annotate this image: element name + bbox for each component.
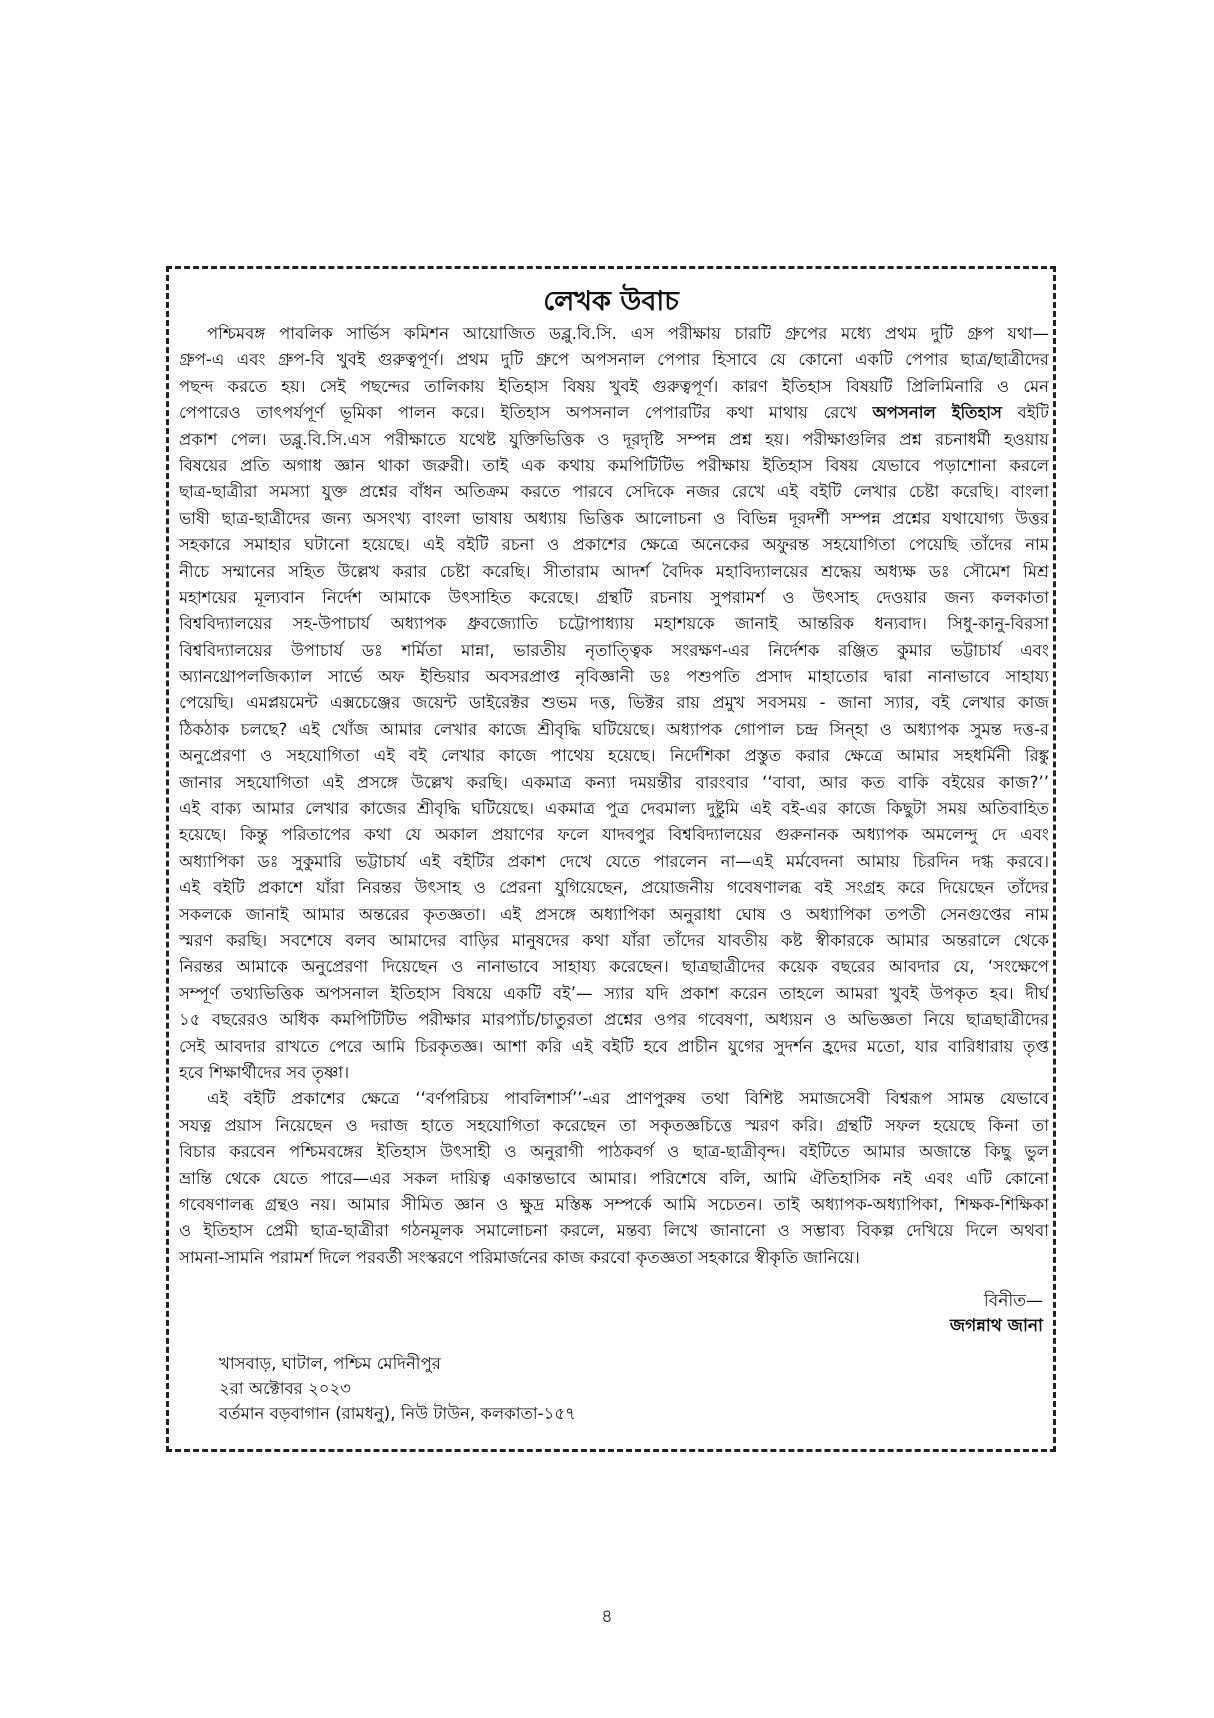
text-line: পছন্দ করতে হয়। সেই পছন্দের তালিকায় ইতিহাস বিষয় খুবই গুরুত্বপূর্ণ। কারণ ইতিহাস বিষয়টি প্রিলিমিনারি ও মেন: [179, 376, 1049, 396]
text-line: সামনা-সামনি পরামর্শ দিলে পরবর্তী সংস্করণে পরিমার্জনের কাজ করবো কৃতজ্ঞতা সহকারে স্বীকৃতি জানিয়ে।: [179, 1247, 860, 1267]
text-line: সেই আবদার রাখতে পেরে আমি চিরকৃতজ্ঞ। আশা করি এই বইটি হবে প্রাচীন যুগের সুদর্শন হ্রদের মতো, যার বারিধারায় তৃপ্ত: [179, 1036, 1049, 1056]
text-line: ভ্রান্তি থেকে যেতে পারে—এর সকল দায়িত্ব একান্তভাবে আমার। পরিশেষে বলি, আমি ঐতিহাসিক নই এবং এটি কোনো: [179, 1168, 1049, 1188]
text-line: ১৫ বছরেরও অধিক কমপিটিটিভ পরীক্ষার মারপ্যাঁচ/চাতুরতা প্রশ্নের ওপর গবেষণা, অধ্যয়ন ও অভিজ্ঞতা নিয়ে ছাত্রছাত্রীদের: [179, 1010, 1049, 1030]
text-line: পেয়েছি। এমপ্লয়মেন্ট এক্সচেঞ্জের জয়েন্ট ডাইরেক্টর শুভম দত্ত, ভিক্টর রায় প্রমুখ সবসময় - জানা স্যার, বই লেখার কাজ: [179, 693, 1049, 713]
paragraph: [179, 321, 1049, 1086]
text-segment: বইটি: [1001, 403, 1049, 423]
page-number: ৪: [601, 1606, 613, 1627]
text-line: ও ইতিহাস প্রেমী ছাত্র-ছাত্রীরা গঠনমূলক সমালোচনা করলে, মন্তব্য লিখে জানানো ও সম্ভাব্য বিকল্প দেখিয়ে দিলে অথবা: [179, 1221, 1049, 1241]
text-line: নিরন্তর আমাকে অনুপ্রেরণা দিয়েছেন ও নানাভাবে সাহায্য করেছেন। ছাত্রছাত্রীদের কয়েক বছরের আবদার যে, ‘সংক্ষেপে: [179, 957, 1049, 977]
text-line: স্মরণ করছি। সবশেষে বলব আমাদের বাড়ির মানুষদের কথা যাঁরা তাঁদের যাবতীয় কষ্ট স্বীকারকে আমার অন্তরালে থেকে: [179, 930, 1049, 950]
text-line: সযত্ন প্রয়াস নিয়েছেন ও দরাজ হাতে সহযোগিতা করেছেন তা সকৃতজ্ঞচিত্তে স্মরণ করি। গ্রন্থটি সফল হয়েছে কিনা তা: [179, 1115, 1049, 1135]
text-line: বিশ্ববিদ্যালয়ের সহ-উপাচার্য অধ্যাপক ধ্রুবজ্যোতি চট্টোপাধ্যায় মহাশয়কে জানাই আন্তরিক ধন্যবাদ। সিধু-কানু-বিরসা: [179, 614, 1049, 634]
preface-body: [179, 321, 1049, 1271]
text-line: সকলকে জানাই আমার অন্তরের কৃতজ্ঞতা। এই প্রসঙ্গে অধ্যাপিকা অনুরাধা ঘোষ ও অধ্যাপিকা তপতী সেনগুপ্তের নাম: [179, 904, 1049, 924]
text-line: হবে শিক্ষার্থীদের সব তৃষ্ণা।: [179, 1062, 350, 1082]
text-line: জানার সহযোগিতা এই প্রসঙ্গে উল্লেখ করছি। একমাত্র কন্যা দময়ন্তীর বারংবার ‘‘বাবা, আর কত বাকি বইয়ের কাজ?’’: [179, 772, 1049, 792]
address-block: [219, 1351, 576, 1426]
text-line: পশ্চিমবঙ্গ পাবলিক সার্ভিস কমিশন আয়োজিত ডব্লু.বি.সি. এস পরীক্ষায় চারটি গ্রুপের মধ্যে প্রথম দুটি গ্রুপ যথা—: [207, 324, 1049, 343]
text-line: বিষয়ের প্রতি অগাধ জ্ঞান থাকা জরুরী। তাই এক কথায় কমপিটিটিভ পরীক্ষায় ইতিহাস বিষয় যেভাবে পড়াশোনা করলে: [179, 455, 1049, 475]
text-segment: পেপারেও তাৎপর্যপূর্ণ ভূমিকা পালন করে। ইতিহাস অপসনাল পেপারটির কথা মাথায় রেখে: [179, 403, 873, 423]
text-line: গ্রুপ-এ এবং গ্রুপ-বি খুবই গুরুত্বপূর্ণ। প্রথম দুটি গ্রুপে অপসনাল পেপার হিসাবে যে কোনো একটি পেপার ছাত্র/ছাত্রীদের: [179, 350, 1049, 370]
author-name: জগন্নাথ জানা: [949, 1316, 1043, 1336]
address-line: বর্তমান বড়বাগান (রামধনু), নিউ টাউন, কলকাতা-১৫৭: [219, 1404, 576, 1423]
text-line: এই বইটি প্রকাশে যাঁরা নিরন্তর উৎসাহ ও প্রেরনা যুগিয়েছেন, প্রয়োজনীয় গবেষণালব্ধ বই সংগ্রহ করে দিয়েছেন তাঁদের: [179, 878, 1049, 898]
text-line: সম্পূর্ণ তথ্যভিত্তিক অপসনাল ইতিহাস বিষয়ে একটি বই’— স্যার যদি প্রকাশ করেন তাহলে আমরা খুবই উপকৃত হব। দীর্ঘ: [179, 983, 1049, 1003]
text-line: ভাষী ছাত্র-ছাত্রীদের জন্য অসংখ্য বাংলা ভাষায় অধ্যায় ভিত্তিক আলোচনা ও বিভিন্ন দূরদর্শী সম্পন্ন প্রশ্নের যথাযোগ্য উত্তর: [179, 508, 1049, 528]
preface-frame: [166, 266, 1056, 1452]
bold-book-title: অপসনাল ইতিহাস: [872, 403, 1002, 423]
page-title: লেখক উবাচ: [543, 286, 679, 317]
signature: [950, 1289, 1043, 1339]
date-line: ২রা অক্টোবর ২০২৩: [219, 1379, 351, 1398]
text-line: অ্যানথ্রোপলজিক্যাল সার্ভে অফ ইন্ডিয়ার অবসরপ্রাপ্ত নৃবিজ্ঞানী ডঃ পশুপতি প্রসাদ মাহাতোর দ্বারা নানাভাবে সাহায্য: [179, 667, 1049, 687]
text-line: অধ্যাপিকা ডঃ সুকুমারি ভট্টাচার্য এই বইটির প্রকাশ দেখে যেতে পারলেন না—এই মর্মবেদনা আমায় চিরদিন দগ্ধ করবে।: [179, 851, 1049, 871]
text-line: ছাত্র-ছাত্রীরা সমস্যা যুক্ত প্রশ্নের বাঁধন অতিক্রম করতে পারবে সেদিকে নজর রেখে এই বইটি লেখার চেষ্টা করেছি। বাংলা: [179, 482, 1049, 502]
text-line: মহাশয়ের মূল্যবান নির্দেশ আমাকে উৎসাহিত করেছে। গ্রন্থটি রচনায় সুপরামর্শ ও উৎসাহ দেওয়ার জন্য কলকাতা: [179, 587, 1049, 607]
text-line: এই বইটি প্রকাশের ক্ষেত্রে ‘‘বর্ণপরিচয় পাবলিশার্স’’-এর প্রাণপুরুষ তথা বিশিষ্ট সমাজসেবী বিশ্বরূপ সামন্ত যেভাবে: [207, 1089, 1049, 1109]
text-line: বিচার করবেন পশ্চিমবঙ্গের ইতিহাস উৎসাহী ও অনুরাগী পাঠকবর্গ ও ছাত্র-ছাত্রীবৃন্দ। বইটিতে আমার অজান্তে কিছু ভুল: [179, 1142, 1049, 1162]
text-line: অনুপ্রেরণা ও সহযোগিতা এই বই লেখার কাজে পাথেয় হয়েছে। নির্দেশিকা প্রস্তুত করার ক্ষেত্রে আমার সহধর্মিনী রিঙ্কু: [179, 746, 1049, 766]
text-line: এই বাক্য আমার লেখার কাজের শ্রীবৃদ্ধি ঘটিয়েছে। একমাত্র পুত্র দেবমাল্য দুষ্টুমি এই বই-এর কাজে কিছুটা সময় অতিবাহিত: [179, 799, 1049, 819]
text-line: সহকারে সমাহার ঘটানো হয়েছে। এই বইটি রচনা ও প্রকাশের ক্ষেত্রে অনেকের অফুরন্ত সহযোগিতা পেয়েছি তাঁদের নাম: [179, 535, 1049, 555]
text-line: [179, 400, 1049, 426]
text-line: গবেষণালব্ধ গ্রন্থও নয়। আমার সীমিত জ্ঞান ও ক্ষুদ্র মস্তিষ্ক সম্পর্কে আমি সচেতন। তাই অধ্যাপক-অধ্যাপিকা, শিক্ষক-শিক্ষিকা: [179, 1194, 1049, 1214]
paragraph: [179, 1086, 1049, 1271]
address-line: খাসবাড়, ঘাটাল, পশ্চিম মেদিনীপুর: [219, 1354, 441, 1373]
text-line: ঠিকঠাক চলছে? এই খোঁজ আমার লেখার কাজে শ্রীবৃদ্ধি ঘটিয়েছে। অধ্যাপক গোপাল চন্দ্র সিন্‌হা ও অধ্যাপক সুমন্ত দত্ত-র: [179, 719, 1049, 739]
signature-closing: বিনীত—: [983, 1291, 1043, 1311]
text-line: হয়েছে। কিন্তু পরিতাপের কথা যে অকাল প্রয়াণের ফলে যাদবপুর বিশ্ববিদ্যালয়ের গুরুনানক অধ্যাপক অমলেন্দু দে এবং: [179, 825, 1049, 845]
text-line: বিশ্ববিদ্যালয়ের উপাচার্য ডঃ শর্মিতা মান্না, ভারতীয় নৃতাত্ত্বিক সংরক্ষণ-এর নির্দেশক রঞ্জিত কুমার ভট্টাচার্য এবং: [179, 640, 1049, 660]
text-line: প্রকাশ পেল। ডব্লু.বি.সি.এস পরীক্ষাতে যথেষ্ট যুক্তিভিত্তিক ও দূরদৃষ্টি সম্পন্ন প্রশ্ন হয়। পরীক্ষাগুলির প্রশ্ন রচনাধর্মী হওয়ায়: [179, 429, 1049, 449]
text-line: নীচে সম্মানের সহিত উল্লেখ করার চেষ্টা করেছি। সীতারাম আদর্শ বৈদিক মহাবিদ্যালয়ের শ্রদ্ধেয় অধ্যক্ষ ডঃ সৌমেশ মিশ্র: [179, 561, 1049, 581]
